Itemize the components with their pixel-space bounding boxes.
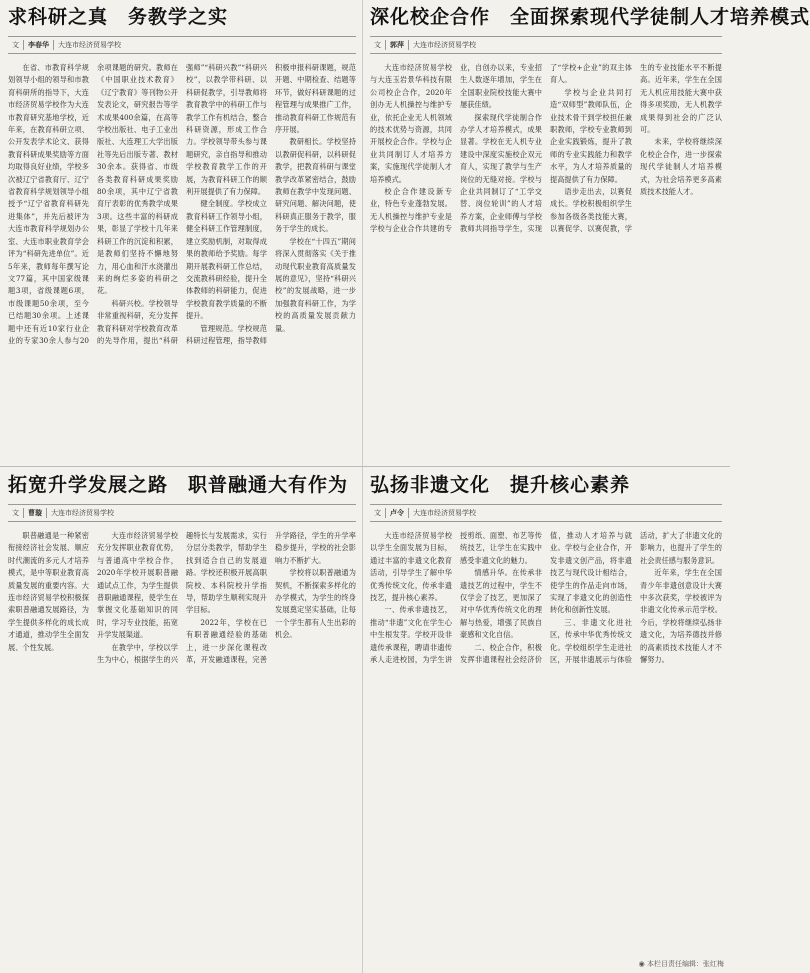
paragraph: 管理规范。学校规范科研过程管理，指导教师积极申报科研课题，规范开题、中期检查、结题等环节，做好科研课题的过程管理与成果推广工作，推动教育科研工作规范有序开展。	[186, 63, 356, 345]
paragraph: 探索现代学徒制合作办学人才培养模式，成果显著。学校在无人机专业建设中深度实施校企双元育人，实现了教学与生产岗位的无缝对接。学校与企业共同制订了“工学交替、岗位轮训”的人才培养方案，企业师傅与学校教师共同指导学生，实现了“学校+企业”的双主体育人。	[460, 63, 632, 234]
byline-org: 大连市经济贸易学校	[413, 41, 476, 49]
byline-org: 大连市经济贸易学校	[413, 509, 476, 517]
paragraph: 职普融通是一种紧密衔接经济社会发展、顺应时代潮流的多元人才培养模式，是中等职业教育高质量发展的重要内容。大连市经济贸易学校积极探索职普融通发展路径，为学生提供多样化的成长成才通道，推动学生全面发展、个性发展。	[8, 531, 89, 652]
byline-tag: 文	[8, 40, 24, 50]
byline-tag: 文	[370, 508, 386, 518]
article-bottom-left	[8, 474, 356, 964]
paragraph: 情感升华。在传承非遗技艺的过程中，学生不仅学会了技艺，更加深了对中华优秀传统文化的理解与热爱，增强了民族自豪感和文化自信。	[460, 568, 542, 640]
article-body	[370, 530, 722, 954]
byline-author: 曹璇	[24, 508, 47, 518]
byline-org: 大连市经济贸易学校	[58, 41, 121, 49]
paragraph: 健全制度。学校成立教育科研工作领导小组，健全科研工作管理制度，建立奖励机制，对取得成果的教师给予奖励。每学期开展教科研工作总结，交流教科研经验，提升全体教师的科研能力，促进学校教育教学质量的不断提升。	[186, 199, 267, 321]
article-bottom-right	[370, 474, 722, 954]
byline-author: 卢令	[386, 508, 409, 518]
paragraph: 在教学中，学校以学生为中心，根据学生的兴趣特长与发展需求，实行分层分类教学，帮助学生找到适合自己的发展道路。学校还积极开展高职院校、本科院校升学指导，帮助学生顺利实现升学目标。	[97, 531, 267, 665]
editor-credit: ◉ 本栏目责任编辑：张红梅	[638, 960, 724, 968]
byline-org: 大连市经济贸易学校	[51, 509, 114, 517]
paragraph: 科研兴校。学校领导非常重视科研，充分发挥教育科研对学校教育改革的先导作用，提出“科研强师”“科研兴教”“科研兴校”，以教学带科研、以科研促教学，引导教师将教育教学中的科研工作与教学工作有机结合，整合科研资源，形成工作合力。学校领导带头参与课题研究，亲自指导和推动学校教育教学工作的开展，为教育科研工作的顺利开展提供了有力保障。	[97, 63, 267, 345]
paragraph: 学校与企业共同打造“双师型”教师队伍，企业技术骨干到学校担任兼职教师，学校专业教师到企业实践锻炼，提升了教师的专业实践能力和教学水平，为人才培养质量的提高提供了有力保障。	[550, 87, 632, 184]
paragraph: 大连市经济贸易学校与大连玉岩景华科技有限公司校企合作，2020年创办无人机操控与维护专业，依托企业无人机领域的技术优势与资源，共同开展校企合作。学校与企业共同制订人才培养方案，实施现代学徒制人才培养模式。	[370, 63, 452, 184]
headline: 深化校企合作 全面探索现代学徒制人才培养模式	[370, 6, 810, 28]
paragraph: 2022年，学校在已有职普融通经验的基础上，进一步深化课程改革，开发融通课程，完善升学路径，学生的升学率稳步提升，学校的社会影响力不断扩大。	[186, 531, 356, 665]
byline-author: 李春华	[24, 40, 54, 50]
byline	[370, 504, 722, 522]
paragraph: 一、传承非遗技艺，推动“非遗”文化在学生心中生根发芽。学校开设非遗传承课程，聘请非遗传承人走进校园，为学生讲授剪纸、面塑、布艺等传统技艺，让学生在实践中感受非遗文化的魅力。	[370, 531, 542, 665]
paragraph: 教研相长。学校坚持以教研促科研，以科研促教学，把教育科研与课堂教学改革紧密结合，鼓励教师在教学中发现问题、研究问题、解决问题，使科研真正服务于教学，服务于学生的成长。	[275, 137, 356, 234]
paragraph: 近年来，学生在全国青少年非遗创意设计大赛中多次获奖，学校被评为非遗文化传承示范学校。今后，学校将继续弘扬非遗文化，为培养德技并修的高素质技术技能人才不懈努力。	[640, 568, 722, 665]
headline: 求科研之真 务教学之实	[8, 6, 229, 28]
article-top-left	[8, 6, 356, 460]
article-body	[8, 530, 356, 968]
byline-tag: 文	[8, 508, 24, 518]
paragraph: 三、非遗文化进社区，传承中华优秀传统文化。学校组织学生走进社区，开展非遗展示与体验活动，扩大了非遗文化的影响力，也提升了学生的社会责任感与服务意识。	[550, 531, 722, 665]
paragraph: 学校将以职普融通为契机，不断探索多样化的办学模式，为学生的终身发展奠定坚实基础，让每一个学生都有人生出彩的机会。	[275, 568, 356, 640]
paragraph: 校企合作建设新专业，特色专业蓬勃发展。无人机操控与维护专业是学校与企业合作共建的专业，自创办以来，专业招生人数逐年增加，学生在全国职业院校技能大赛中屡获佳绩。	[370, 63, 542, 234]
article-body	[370, 62, 722, 462]
byline	[8, 36, 356, 54]
byline-tag: 文	[370, 40, 386, 50]
byline-author: 郭萍	[386, 40, 409, 50]
paragraph: 在省、市教育科学规划领导小组的领导和市教育科研所的指导下，大连市经济贸易学校作为大连市教育研究基地学校，近年来，在教育科研立项、公开发表学术论文、获得教育科研成果奖励等方面均取得良好业绩，学校多次被辽宁省教育厅、辽宁省教育科学规划领导小组授予“辽宁省教育科研先进集体”，并先后被评为大连市教育科学规划办公室、大连市职业教育学会评为“科研先进单位”。近5年来，教师每年撰写论文77篇，其中国家级课题3项，省级课题6项，市级课题50余项，至今已结题30余项。上述课题中还有近10家行业企业的专家30余人参与20余项课题的研究。教师在《中国职业技术教育》《辽宁教育》等刊物公开发表论文，研究报告等学术成果400余篇，在高等学校出版社、电子工业出版社、大连理工大学出版社等先后出版专著、教材30余本。获得省、市级各类教育科研成果奖励80余项，其中辽宁省教育厅表彰的优秀教学成果3项。这些丰富的科研成果，彰显了学校十几年来科研工作的沉淀和积累，是教师们坚持不懈地努力，用心血和汗水浇灌出来的绚烂多姿的科研之花。	[8, 63, 178, 345]
headline: 拓宽升学发展之路 职普融通大有作为	[8, 474, 349, 496]
byline	[370, 36, 722, 54]
paragraph: 二、校企合作，积极发挥非遗课程社会经济价值，推动人才培养与就业。学校与企业合作，开发非遗文创产品，将非遗技艺与现代设计相结合，使学生的作品走向市场，实现了非遗文化的创造性转化和创新性发展。	[460, 531, 632, 665]
paragraph: 语步走出去，以赛促成长。学校积极组织学生参加各级各类技能大赛，以赛促学、以赛促教，学生的专业技能水平不断提高。近年来，学生在全国无人机应用技能大赛中获得多项奖励，无人机教学成果得到社会的广泛认可。	[550, 63, 722, 234]
column-divider-vertical	[362, 0, 363, 973]
paragraph: 大连市经济贸易学校以学生全面发展为目标，通过丰富的非遗文化教育活动，引导学生了解中华优秀传统文化，传承非遗技艺，提升核心素养。	[370, 531, 452, 603]
section-divider-horizontal	[0, 466, 730, 467]
byline	[8, 504, 356, 522]
paragraph: 大连市经济贸易学校充分发挥职业教育优势，与普通高中学校合作，2020年学校开展职普融通试点工作，为学生提供普职融通课程，使学生在掌握文化基础知识的同时，学习专业技能，拓宽升学发展渠道。	[97, 531, 178, 640]
article-body	[8, 62, 356, 462]
article-top-right	[370, 6, 810, 460]
paragraph: 未来，学校将继续深化校企合作，进一步探索现代学徒制人才培养模式，为社会培养更多高素质技术技能人才。	[640, 137, 722, 197]
paragraph: 学校在“十四五”期间将深入贯彻落实《关于推动现代职业教育高质量发展的意见》，坚持“科研兴校”的发展战略，进一步加强教育科研工作，为学校的高质量发展贡献力量。	[275, 236, 356, 333]
headline: 弘扬非遗文化 提升核心素养	[370, 474, 631, 496]
